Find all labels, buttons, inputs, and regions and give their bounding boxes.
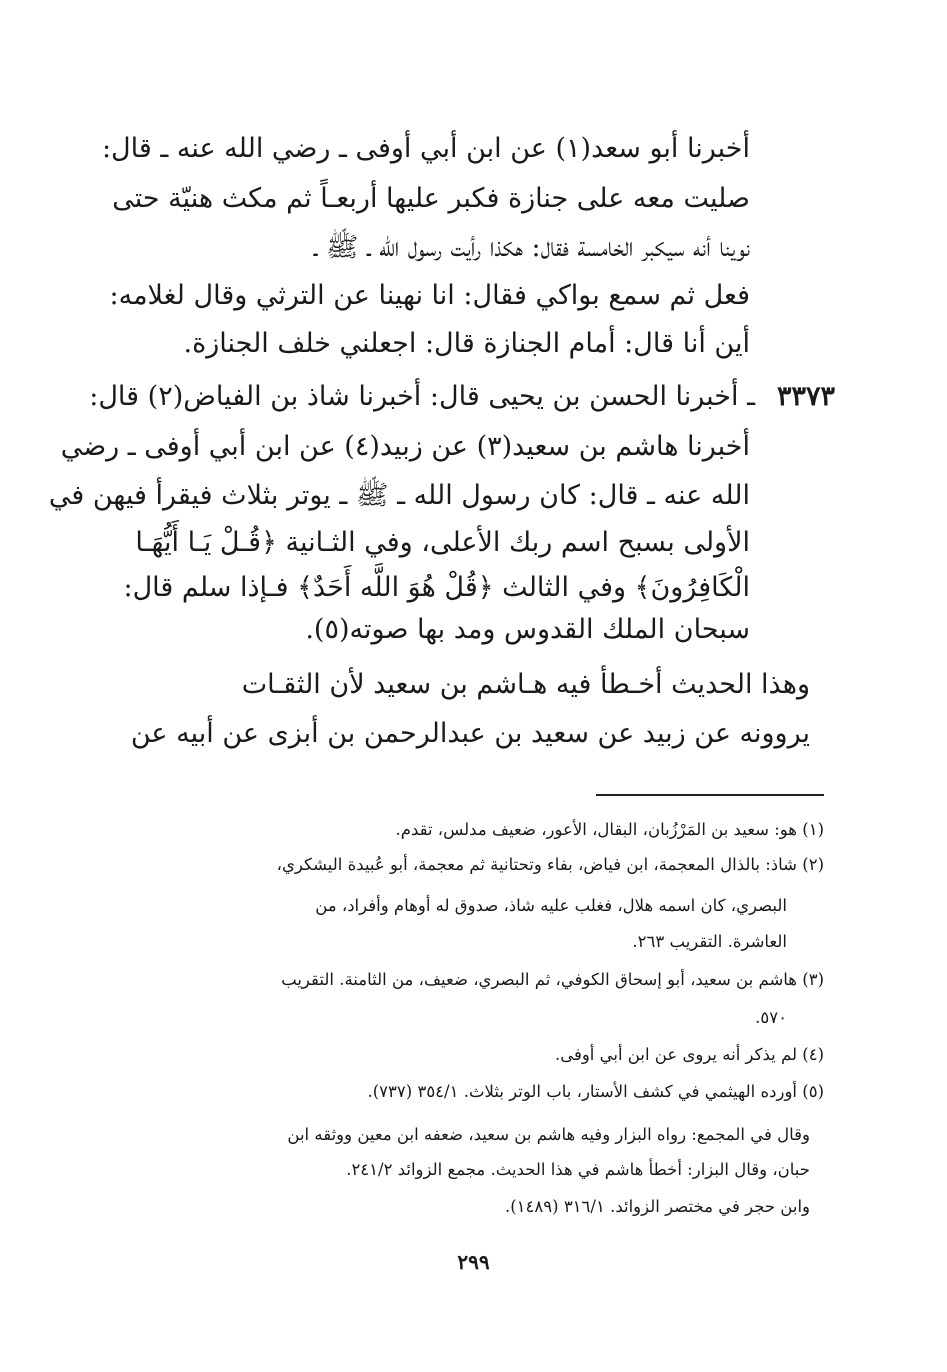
footnote-5-line-3: حبان، وقال البزار: أخطأ هاشم في هذا الحديث. مجمع الزوائد ٢٤١/٢.	[346, 1160, 810, 1179]
footnote-3-line-2: ٥٧٠.	[755, 1008, 787, 1027]
footnote-3-line-1: (٣) هاشم بن سعيد، أبو إسحاق الكوفي، ثم البصري، ضعيف، من الثامنة. التقريب	[281, 970, 824, 989]
footnote-2-line-3: العاشرة. التقريب ٢٦٣.	[632, 932, 787, 951]
footnote-1: (١) هو: سعيد بن المَرْزُبان، البقال، الأعور، ضعيف مدلس، تقدم.	[395, 820, 824, 839]
footnote-2-line-2: البصري، كان اسمه هلال، فغلب عليه شاذ، صدوق له أوهام وأفراد، من	[315, 896, 787, 915]
text-line-p2-1: أخبرنا هاشم بن سعيد(٣) عن زبيد(٤) عن ابن أبي أوفى ـ رضي	[60, 431, 750, 462]
footnote-separator	[596, 794, 824, 796]
page-number: ٢٩٩	[457, 1250, 490, 1274]
text-line-p1-1: أخبرنا أبو سعد(١) عن ابن أبي أوفى ـ رضي الله عنه ـ قال:	[101, 133, 750, 164]
footnote-2-line-1: (٢) شاذ: بالذال المعجمة، ابن فياض، بفاء وتحتانية ثم معجمة، أبو عُبيدة اليشكري،	[276, 855, 824, 874]
footnote-5-line-4: وابن حجر في مختصر الزوائد. ٣١٦/١ (١٤٨٩).	[504, 1197, 810, 1216]
footnote-4: (٤) لم يذكر أنه يروى عن ابن أبي أوفى.	[554, 1045, 824, 1064]
hadith-number: ٣٣٧٣	[776, 381, 835, 412]
text-line-p2-5: سبحان الملك القدوس ومد بها صوته(٥).	[305, 614, 750, 645]
text-line-p1-2: صليت معه على جنازة فكبر عليها أربعـاً ثم مكث هنيّة حتى	[112, 183, 750, 214]
text-line-p2-4: الْكَافِرُونَ﴾ وفي الثالث ﴿قُلْ هُوَ اللَّه أَحَدٌ﴾ فـإذا سلم قال:	[123, 572, 750, 603]
text-line-p3-2: يروونه عن زبيد عن سعيد بن عبدالرحمن بن أبزى عن أبيه عن	[130, 718, 810, 749]
text-line-p2-3: الأولى بسبح اسم ربك الأعلى، وفي الثـانية ﴿قُـلْ يَـا أَيُّهَـا	[135, 527, 750, 558]
footnote-5-line-1: (٥) أورده الهيثمي في كشف الأستار، باب الوتر بثلاث. ٣٥٤/١ (٧٣٧).	[367, 1082, 824, 1101]
hadith-first-line: ـ أخبرنا الحسن بن يحيى قال: أخبرنا شاذ بن الفياض(٢) قال:	[89, 381, 755, 412]
footnote-5-line-2: وقال في المجمع: رواه البزار وفيه هاشم بن سعيد، ضعفه ابن معين ووثقه ابن	[287, 1125, 810, 1144]
text-line-p3-1: وهذا الحديث أخـطأ فيه هـاشم بن سعيد لأن الثقـات	[241, 669, 810, 700]
text-line-p1-4: فعل ثم سمع بواكي فقال: انا نهينا عن الترثي وقال لغلامه:	[109, 280, 750, 311]
text-line-p1-3: نوينا أنه سيكبر الخامسة فقال: هكذا رأيت رسول الله ـ ﷺ ـ	[313, 232, 750, 263]
text-line-p1-5: أين أنا قال: أمام الجنازة قال: اجعلني خلف الجنازة.	[183, 328, 750, 359]
text-line-p2-2: الله عنه ـ قال: كان رسول الله ـ ﷺ ـ يوتر بثلاث فيقرأ فيهن في	[48, 480, 750, 511]
